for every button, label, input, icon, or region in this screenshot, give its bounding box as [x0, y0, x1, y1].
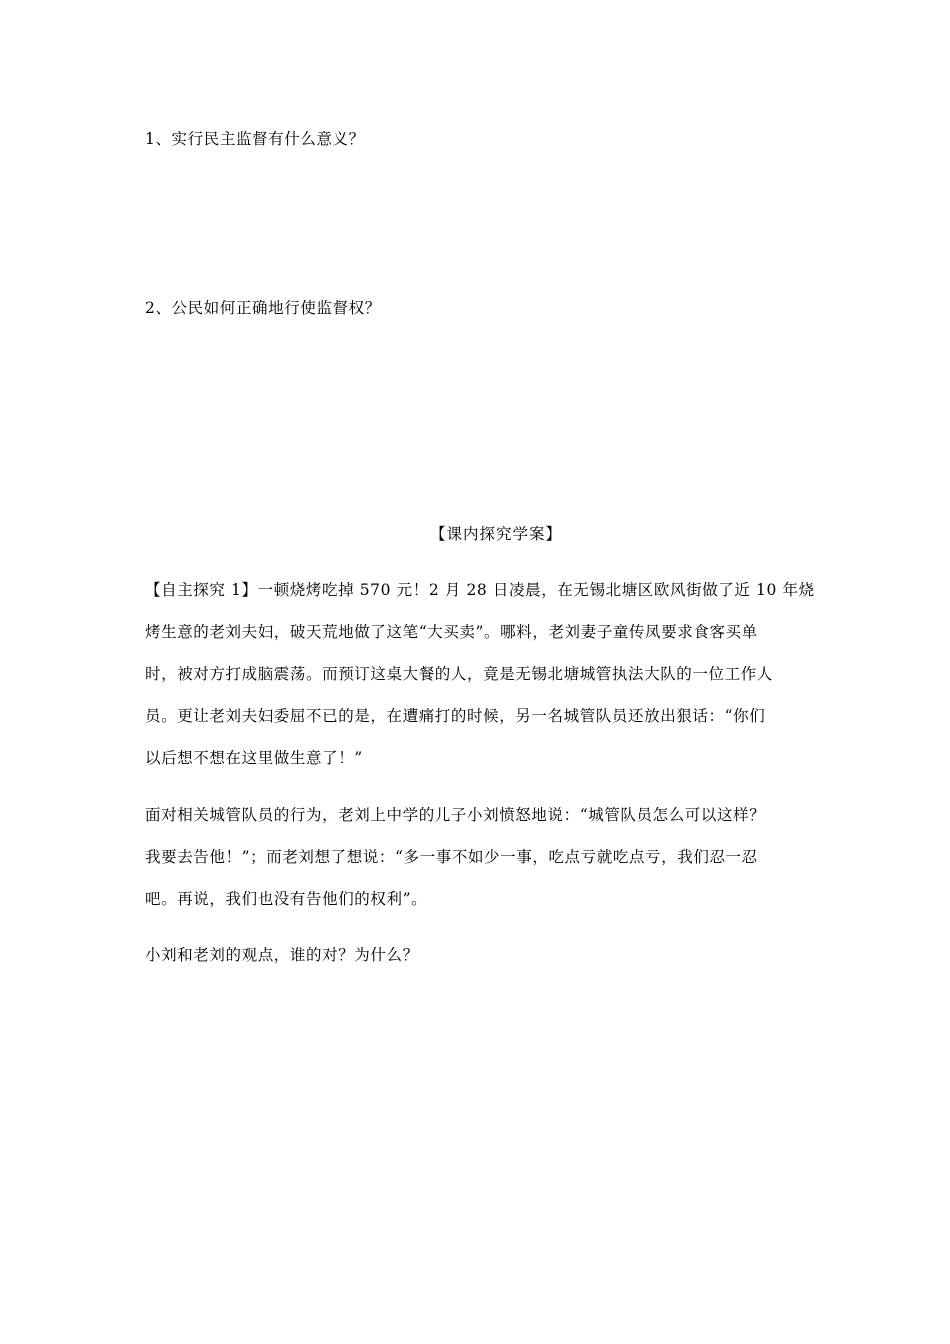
paragraph-line: 【自主探究 1】一顿烧烤吃掉 570 元！2 月 28 日凌晨，在无锡北塘区欧风街做了近 10 年烧	[145, 581, 815, 599]
section-title: 【课内探究学案】	[429, 525, 562, 543]
paragraph-line: 员。更让老刘夫妇委屈不已的是，在遭痛打的时候，另一名城管队员还放出狠话：“你们	[145, 707, 766, 725]
paragraph-line: 时，被对方打成脑震荡。而预订这桌大餐的人，竟是无锡北塘城管执法大队的一位工作人	[145, 665, 773, 683]
question-2: 2、公民如何正确地行使监督权？	[145, 299, 381, 317]
paragraph-line: 烤生意的老刘夫妇，破天荒地做了这笔“大买卖”。哪料，老刘妻子童传凤要求食客买单	[145, 623, 758, 641]
paragraph-line: 吧。再说，我们也没有告他们的权利”。	[145, 890, 428, 908]
paragraph-line: 以后想不想在这里做生意了！”	[145, 749, 363, 767]
paragraph-line: 面对相关城管队员的行为，老刘上中学的儿子小刘愤怒地说：“城管队员怎么可以这样？	[145, 806, 766, 824]
question-1: 1、实行民主监督有什么意义？	[145, 130, 365, 148]
exploration-question: 小刘和老刘的观点，谁的对？为什么？	[145, 946, 419, 964]
paragraph-line: 我要去告他！”；而老刘想了想说：“多一事不如少一事，吃点亏就吃点亏，我们忍一忍	[145, 848, 758, 866]
